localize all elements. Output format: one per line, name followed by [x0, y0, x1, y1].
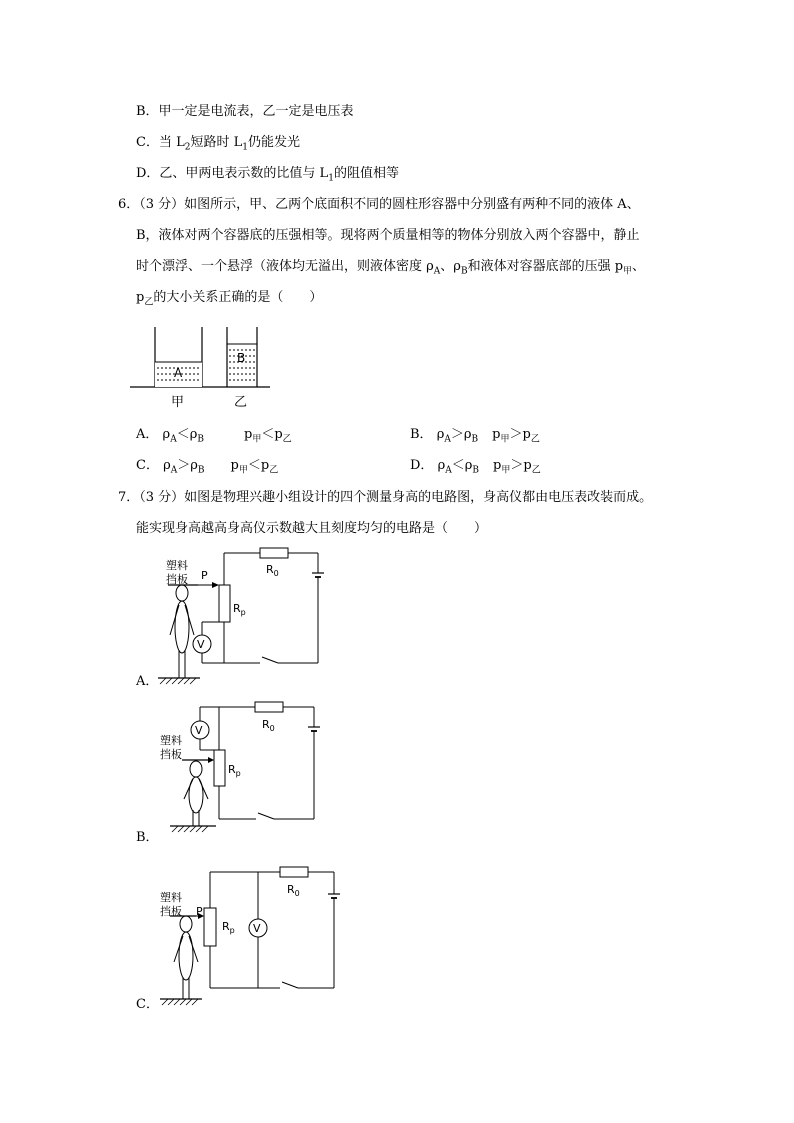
- q6-c-rho2: ρ: [190, 458, 198, 473]
- q7-circuit-b: [150, 695, 350, 835]
- q6-c-letter: C．: [136, 458, 159, 473]
- q6-b-ps1: 甲: [500, 434, 510, 445]
- q6-a-s1: A: [170, 434, 177, 445]
- q6-c-s2: B: [197, 465, 205, 476]
- q6-a-rho1: ρ: [162, 427, 171, 442]
- q7b-plastic-label1: 塑料: [160, 734, 182, 747]
- q6-b-ps2: 乙: [530, 434, 540, 445]
- q7b-r0-r: R: [262, 718, 270, 731]
- q6-b-s2: B: [471, 434, 479, 445]
- q7c-rp-label: [222, 920, 235, 935]
- q6-d-letter: D．: [410, 458, 434, 473]
- q6-sub-yi: 乙: [144, 297, 154, 308]
- q6-d-ps2: 乙: [531, 465, 541, 476]
- q6-a-op1: ＜: [176, 427, 190, 442]
- q7a-r0-label: [266, 563, 279, 578]
- q6-line3-post: 和液体对容器底部的压强 p: [467, 259, 624, 274]
- q6-d-op1: ＜: [451, 458, 465, 473]
- q6-line4-post: 的大小关系正确的是（ ）: [153, 290, 323, 305]
- q6-line3-text: 时个漂浮、一个悬浮（液体均无溢出，则液体密度 ρ: [136, 259, 434, 274]
- q6-b-p2: p: [522, 427, 531, 442]
- q7b-rp-label: [228, 763, 241, 778]
- q6-stem-line3: [136, 258, 645, 281]
- q7-option-b-label: B．: [136, 830, 159, 845]
- q6-sub-jia: 甲: [623, 266, 633, 277]
- q7-stem-line1: 7．（3 分）如图是物理兴趣小组设计的四个测量身高的电路图，身高仪都由电压表改装而成。: [118, 490, 653, 505]
- q6-line3-end: 、: [632, 259, 646, 274]
- q7c-voltmeter-v: V: [253, 922, 261, 935]
- q7c-plastic-label1: 塑料: [160, 891, 182, 904]
- q6-d-p1: p: [493, 458, 502, 473]
- q5-option-c-sub1: 2: [184, 142, 191, 153]
- q6-a-s2: B: [197, 434, 204, 445]
- q7-option-a-label: A．: [136, 674, 159, 689]
- q7a-r0-sub: 0: [273, 569, 279, 578]
- q5-option-d-sub: 1: [328, 173, 334, 184]
- q7b-rp-sub: p: [235, 769, 241, 778]
- q6-option-b: [410, 426, 540, 449]
- q7a-rp-r: R: [233, 602, 241, 615]
- q7a-rp-sub: p: [240, 608, 246, 617]
- q7b-r0-sub: 0: [269, 724, 275, 733]
- q5-option-b: B．甲一定是电流表，乙一定是电压表: [136, 104, 354, 119]
- q6-b-letter: B．: [410, 427, 433, 442]
- q6-d-p2: p: [523, 458, 532, 473]
- q6-stem-line2: B，液体对两个容器底的压强相等。现将两个质量相等的物体分别放入两个容器中，静止: [136, 228, 640, 243]
- q5-option-c-sub2: 1: [242, 142, 248, 153]
- q6-d-rho1: ρ: [437, 458, 446, 473]
- q6-label-jia: 甲: [171, 395, 185, 410]
- q7-option-c-label: C．: [136, 997, 159, 1012]
- q7a-plastic-label1: 塑料: [166, 559, 188, 572]
- q6-option-c: [136, 457, 278, 480]
- q7b-voltmeter-v: V: [195, 724, 203, 737]
- q6-a-rho2: ρ: [189, 427, 198, 442]
- q7c-rp-sub: p: [229, 926, 235, 935]
- q6-b-p1: p: [492, 427, 501, 442]
- q6-option-a: [136, 426, 292, 449]
- q7b-rp-r: R: [228, 763, 236, 776]
- q6-d-s1: A: [445, 465, 452, 476]
- q7c-r0-sub: 0: [294, 889, 300, 898]
- q7a-rp-label: [233, 602, 246, 617]
- q6-b-op2: ＞: [509, 427, 523, 442]
- q7a-plastic-label2: 挡板: [166, 573, 188, 586]
- q6-b-rho2: ρ: [463, 427, 472, 442]
- q6-c-s1: A: [170, 465, 178, 476]
- q5-option-c-pre: C．当 L: [136, 135, 185, 150]
- q6-option-d: [410, 457, 541, 480]
- q7c-rp-r: R: [222, 920, 230, 933]
- q6-d-ps1: 甲: [501, 465, 511, 476]
- q6-line4-pre: p: [136, 290, 145, 305]
- q6-a-op2: ＜: [261, 427, 275, 442]
- q6-container-figure: [130, 322, 270, 412]
- q6-a-ps2: 乙: [282, 434, 292, 445]
- q7a-voltmeter-v: V: [197, 638, 205, 651]
- q6-liquid-b-label: B: [237, 351, 246, 365]
- q5-option-d-post: 的阻值相等: [333, 166, 399, 181]
- q6-a-letter: A．: [136, 427, 159, 442]
- q6-line3-mid: 、ρ: [440, 259, 461, 274]
- q6-c-p1: p: [230, 458, 239, 473]
- q7b-plastic-label2: 挡板: [160, 748, 182, 761]
- q5-option-c-post: 仍能发光: [247, 135, 300, 150]
- q6-d-op2: ＞: [510, 458, 524, 473]
- q6-c-op1: ＞: [177, 458, 191, 473]
- q5-option-c-mid: 短路时 L: [190, 135, 243, 150]
- q7c-plastic-label2: 挡板: [160, 905, 182, 918]
- q6-sub-a: A: [433, 266, 441, 277]
- q6-c-ps2: 乙: [269, 465, 279, 476]
- q6-liquid-a-label: A: [174, 366, 183, 380]
- q7c-slider-p: P: [196, 905, 203, 918]
- q5-option-c: [136, 134, 300, 157]
- q6-stem-line1: 6．（3 分）如图所示，甲、乙两个底面积不同的圆柱形容器中分别盛有两种不同的液体 A、: [118, 197, 640, 212]
- q6-c-op2: ＜: [247, 458, 261, 473]
- q6-d-s2: B: [472, 465, 480, 476]
- q6-stem-line4: [136, 289, 322, 312]
- q7-stem-line2: 能实现身高越高身高仪示数越大且刻度均匀的电路是（ ）: [136, 521, 488, 536]
- q6-label-yi: 乙: [234, 395, 248, 410]
- q6-a-p1: p: [243, 427, 253, 442]
- q7b-r0-label: [262, 718, 275, 733]
- q7a-r0-r: R: [266, 563, 274, 576]
- q7a-slider-p: P: [201, 569, 208, 582]
- q7c-r0-label: [287, 883, 300, 898]
- q6-d-rho2: ρ: [464, 458, 473, 473]
- q7c-r0-r: R: [287, 883, 295, 896]
- q6-c-rho1: ρ: [163, 458, 171, 473]
- q7-circuit-a: [130, 545, 340, 693]
- q6-c-ps1: 甲: [238, 465, 248, 476]
- q6-b-s1: A: [444, 434, 451, 445]
- q6-a-ps1: 甲: [252, 434, 262, 445]
- q6-b-op1: ＞: [450, 427, 464, 442]
- q7-circuit-c: [150, 862, 360, 1007]
- q5-option-d-pre: D．乙、甲两电表示数的比值与 L: [136, 166, 329, 181]
- q6-sub-b: B: [460, 266, 468, 277]
- q6-b-rho1: ρ: [436, 427, 445, 442]
- q5-option-d: [136, 165, 399, 188]
- q6-a-p2: p: [274, 427, 283, 442]
- q6-c-p2: p: [260, 458, 270, 473]
